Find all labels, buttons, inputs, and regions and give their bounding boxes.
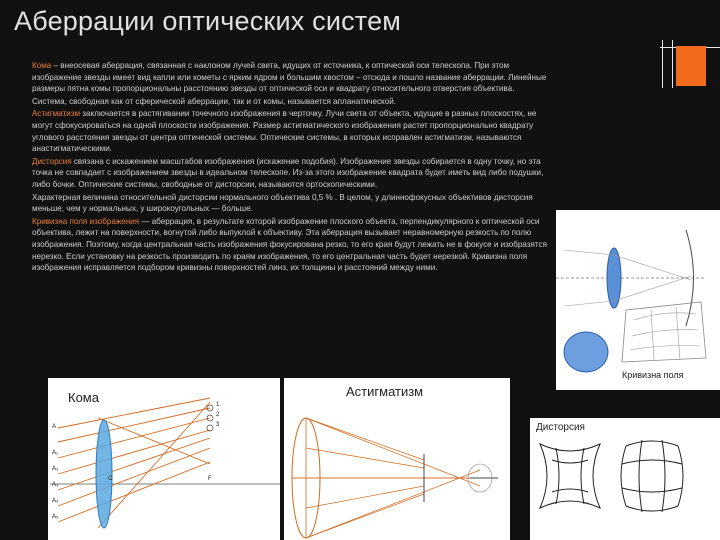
text-astigmatism: заключается в растягивании точечного изображения в черточку. Лучи света от объекта, идущие в разных плоскостях, не могут сфокусироваться на одной плоскости изображения. Размер астигматического изображения растет пропорционально квадрату углового расстояния звезды от центра оптической системы. Оптические системы, в которых исправлен астигматизм, называются анастигматическими. bbox=[32, 109, 537, 154]
paragraph-curvature bbox=[32, 216, 556, 274]
paragraph-astigmatism bbox=[32, 108, 556, 154]
body-text bbox=[32, 60, 556, 275]
figure-field-curvature bbox=[556, 210, 720, 390]
field-curvature-caption: Кривизна поля bbox=[622, 370, 684, 380]
text-curvature: — аберрация, в результате которой изображение плоского объекта, перпендикулярного к оптической оси объектива, лежит на поверхности, вогнутой либо выпуклой к объективу. Эта аберрация вызывает неравномерную резкость по полю изображения. Поэтому, когда центральная часть изображения фокусирована резко, то его края будут лежать не в фокусе и изобразятся нерезко. Если установку на резкость производить по краям изображения, то его центральная часть будет нерезкой. Кривизна поля изображения исправляется подбором кривизны поверхностей линз, их толщины и расстояний между ними. bbox=[32, 216, 547, 273]
term-koma: Кома bbox=[32, 61, 52, 70]
figure-distortion bbox=[530, 418, 720, 540]
paragraph-aplanatic: Система, свободная как от сферической аберрации, так и от комы, называется апланатической. bbox=[32, 96, 396, 106]
astigmatism-caption: Астигматизм bbox=[346, 384, 424, 399]
term-distortion: Дисторсия bbox=[32, 156, 72, 166]
distortion-caption: Дисторсия bbox=[536, 422, 585, 433]
koma-caption: Кома bbox=[68, 390, 99, 405]
term-astigmatism: Астигматизм bbox=[32, 109, 81, 119]
koma-label-a2: A₂ bbox=[52, 466, 59, 472]
paragraph-distortion bbox=[32, 156, 556, 191]
koma-label-1: 1 bbox=[216, 402, 220, 408]
slide-title: Аберрации оптических систем bbox=[14, 6, 402, 36]
field-curvature-drawing bbox=[556, 210, 720, 390]
paragraph-distortion-value: Характерная величина относительной дисторсии нормального объектива 0,5 % . В целом, у длиннофокусных объективов дисторсия меньше, чем у нормальных, у широкоугольных — больше. bbox=[32, 192, 533, 214]
koma-label-3: 3 bbox=[216, 422, 220, 428]
koma-label-a3: A₃ bbox=[52, 482, 59, 488]
text-distortion: связана с искажением масштабов изображения (искажение подобия). Изображение звезды собирается в одну точку, но эта точка не совпадает с изображением звезды в идеальном телескопе. Из-за этого изображение квадрата будет иметь вид либо подушки, либо бочки. Оптические системы, свободные от дисторсии, называются ортоскопическими. bbox=[32, 156, 544, 189]
paragraph-koma bbox=[32, 60, 556, 95]
koma-label-a4: A₄ bbox=[52, 498, 59, 504]
koma-label-a1: A₁ bbox=[52, 450, 59, 456]
koma-label-f: F bbox=[208, 476, 212, 482]
term-curvature: Кривизна поля изображения bbox=[32, 216, 140, 226]
decor-orange-block bbox=[676, 46, 706, 86]
koma-label-2: 2 bbox=[216, 412, 220, 418]
koma-label-a: A bbox=[52, 424, 57, 430]
figure-koma bbox=[48, 378, 280, 540]
astigmatism-drawing bbox=[284, 378, 510, 540]
koma-label-o: O bbox=[108, 476, 113, 482]
figure-astigmatism bbox=[284, 378, 510, 540]
distortion-drawing bbox=[530, 418, 720, 540]
koma-label-a5: A₅ bbox=[52, 514, 59, 520]
text-koma: – внеосевая аберрация, связанная с наклоном лучей света, идущих от источника, к оптической оси телескопа. При этом изображение звезды имеет вид капли или кометы с ярким ядром и большим хвостом – отсюда и пошло название аберрации. Линейные размеры пятна комы пропорциональны расстоянию звезды от оптической оси и квадрату относительного отверстия объектива. bbox=[32, 61, 547, 94]
